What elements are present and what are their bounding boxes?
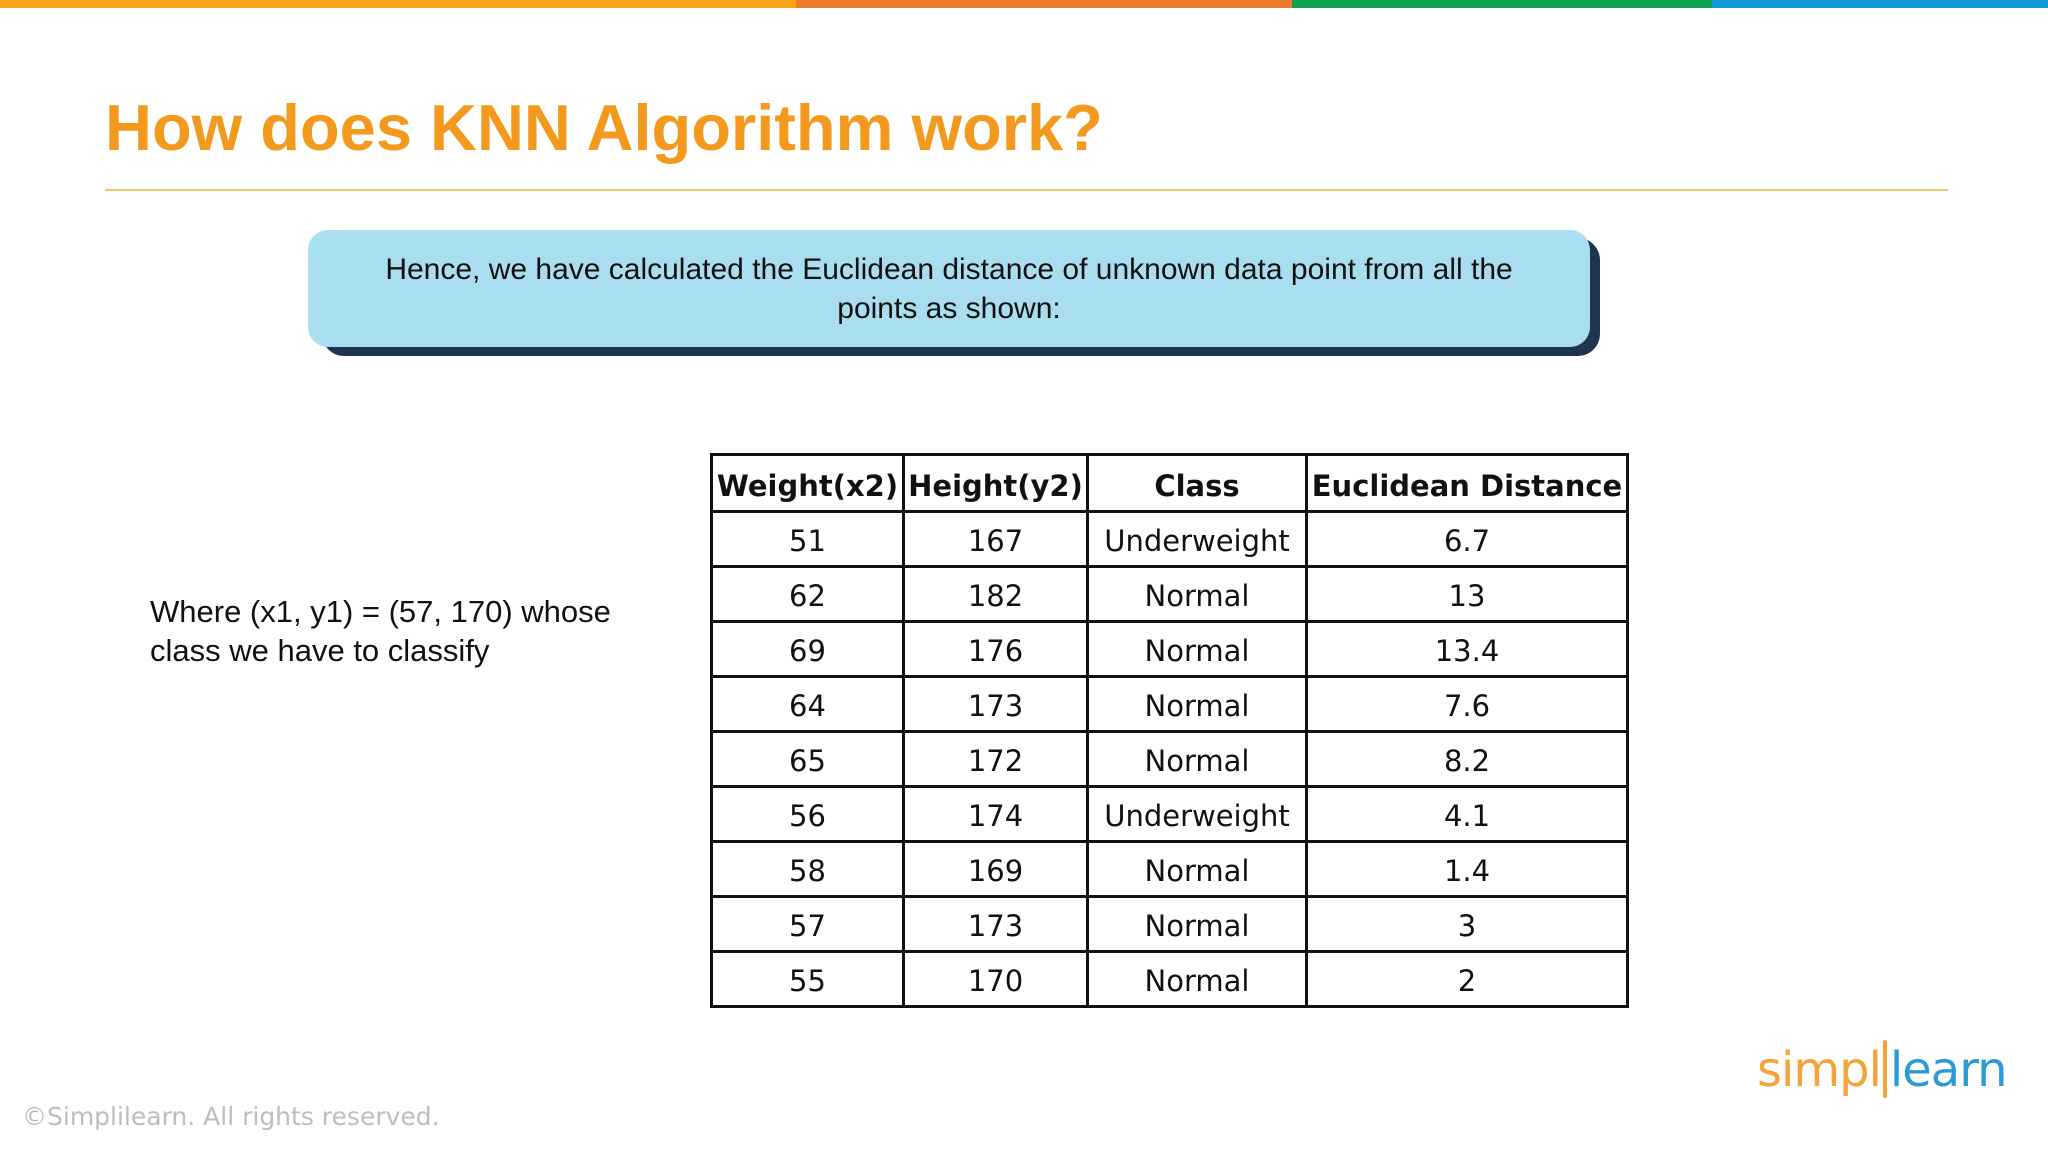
cell-class: Normal [1088, 677, 1307, 732]
cell-height: 173 [904, 897, 1088, 952]
slide-title: How does KNN Algorithm work? [105, 91, 1103, 164]
callout-text: Hence, we have calculated the Euclidean distance of unknown data point from all the points as shown: [385, 252, 1513, 325]
cell-height: 172 [904, 732, 1088, 787]
cell-distance: 13.4 [1307, 622, 1628, 677]
column-header-distance: Euclidean Distance [1307, 455, 1628, 512]
top-accent-bar [0, 0, 2048, 8]
cell-distance: 2 [1307, 952, 1628, 1007]
table-header-row [712, 455, 1628, 512]
cell-weight: 69 [712, 622, 904, 677]
cell-height: 182 [904, 567, 1088, 622]
simplilearn-logo [1757, 1035, 2007, 1115]
column-header-height: Height(y2) [904, 455, 1088, 512]
unknown-point-note: Where (x1, y1) = (57, 170) whose class we have to classify [150, 594, 611, 668]
cell-class: Normal [1088, 842, 1307, 897]
copyright-notice: ©Simplilearn. All rights reserved. [22, 1102, 440, 1131]
cell-weight: 62 [712, 567, 904, 622]
cell-weight: 65 [712, 732, 904, 787]
table-row [712, 512, 1628, 567]
table-row [712, 897, 1628, 952]
column-header-class: Class [1088, 455, 1307, 512]
cell-weight: 51 [712, 512, 904, 567]
accent-segment-blue [1712, 0, 2048, 8]
cell-distance: 13 [1307, 567, 1628, 622]
cell-distance: 3 [1307, 897, 1628, 952]
cell-class: Normal [1088, 567, 1307, 622]
table-row [712, 677, 1628, 732]
table-row [712, 567, 1628, 622]
cell-height: 167 [904, 512, 1088, 567]
cell-class: Underweight [1088, 787, 1307, 842]
cell-class: Normal [1088, 952, 1307, 1007]
cell-height: 169 [904, 842, 1088, 897]
cell-class: Normal [1088, 897, 1307, 952]
callout-box [308, 230, 1590, 347]
cell-weight: 58 [712, 842, 904, 897]
distance-table [710, 453, 1629, 1008]
cell-distance: 7.6 [1307, 677, 1628, 732]
cell-height: 173 [904, 677, 1088, 732]
cell-class: Normal [1088, 732, 1307, 787]
logo-text-learn: learn [1889, 1042, 2007, 1098]
cell-weight: 55 [712, 952, 904, 1007]
table-row [712, 787, 1628, 842]
cell-weight: 64 [712, 677, 904, 732]
cell-distance: 1.4 [1307, 842, 1628, 897]
column-header-weight: Weight(x2) [712, 455, 904, 512]
cell-weight: 56 [712, 787, 904, 842]
cell-distance: 8.2 [1307, 732, 1628, 787]
logo-text-simpl: simpl [1757, 1042, 1881, 1098]
cell-height: 176 [904, 622, 1088, 677]
title-divider [105, 189, 1948, 191]
logo-i-bar-icon [1883, 1040, 1887, 1098]
cell-height: 174 [904, 787, 1088, 842]
cell-class: Normal [1088, 622, 1307, 677]
table-row [712, 732, 1628, 787]
table-row [712, 952, 1628, 1007]
accent-segment-green [1292, 0, 1712, 8]
table-row [712, 622, 1628, 677]
cell-distance: 6.7 [1307, 512, 1628, 567]
table-row [712, 842, 1628, 897]
cell-weight: 57 [712, 897, 904, 952]
accent-segment-orange [796, 0, 1292, 8]
cell-distance: 4.1 [1307, 787, 1628, 842]
cell-class: Underweight [1088, 512, 1307, 567]
accent-segment-yellow [0, 0, 796, 8]
cell-height: 170 [904, 952, 1088, 1007]
